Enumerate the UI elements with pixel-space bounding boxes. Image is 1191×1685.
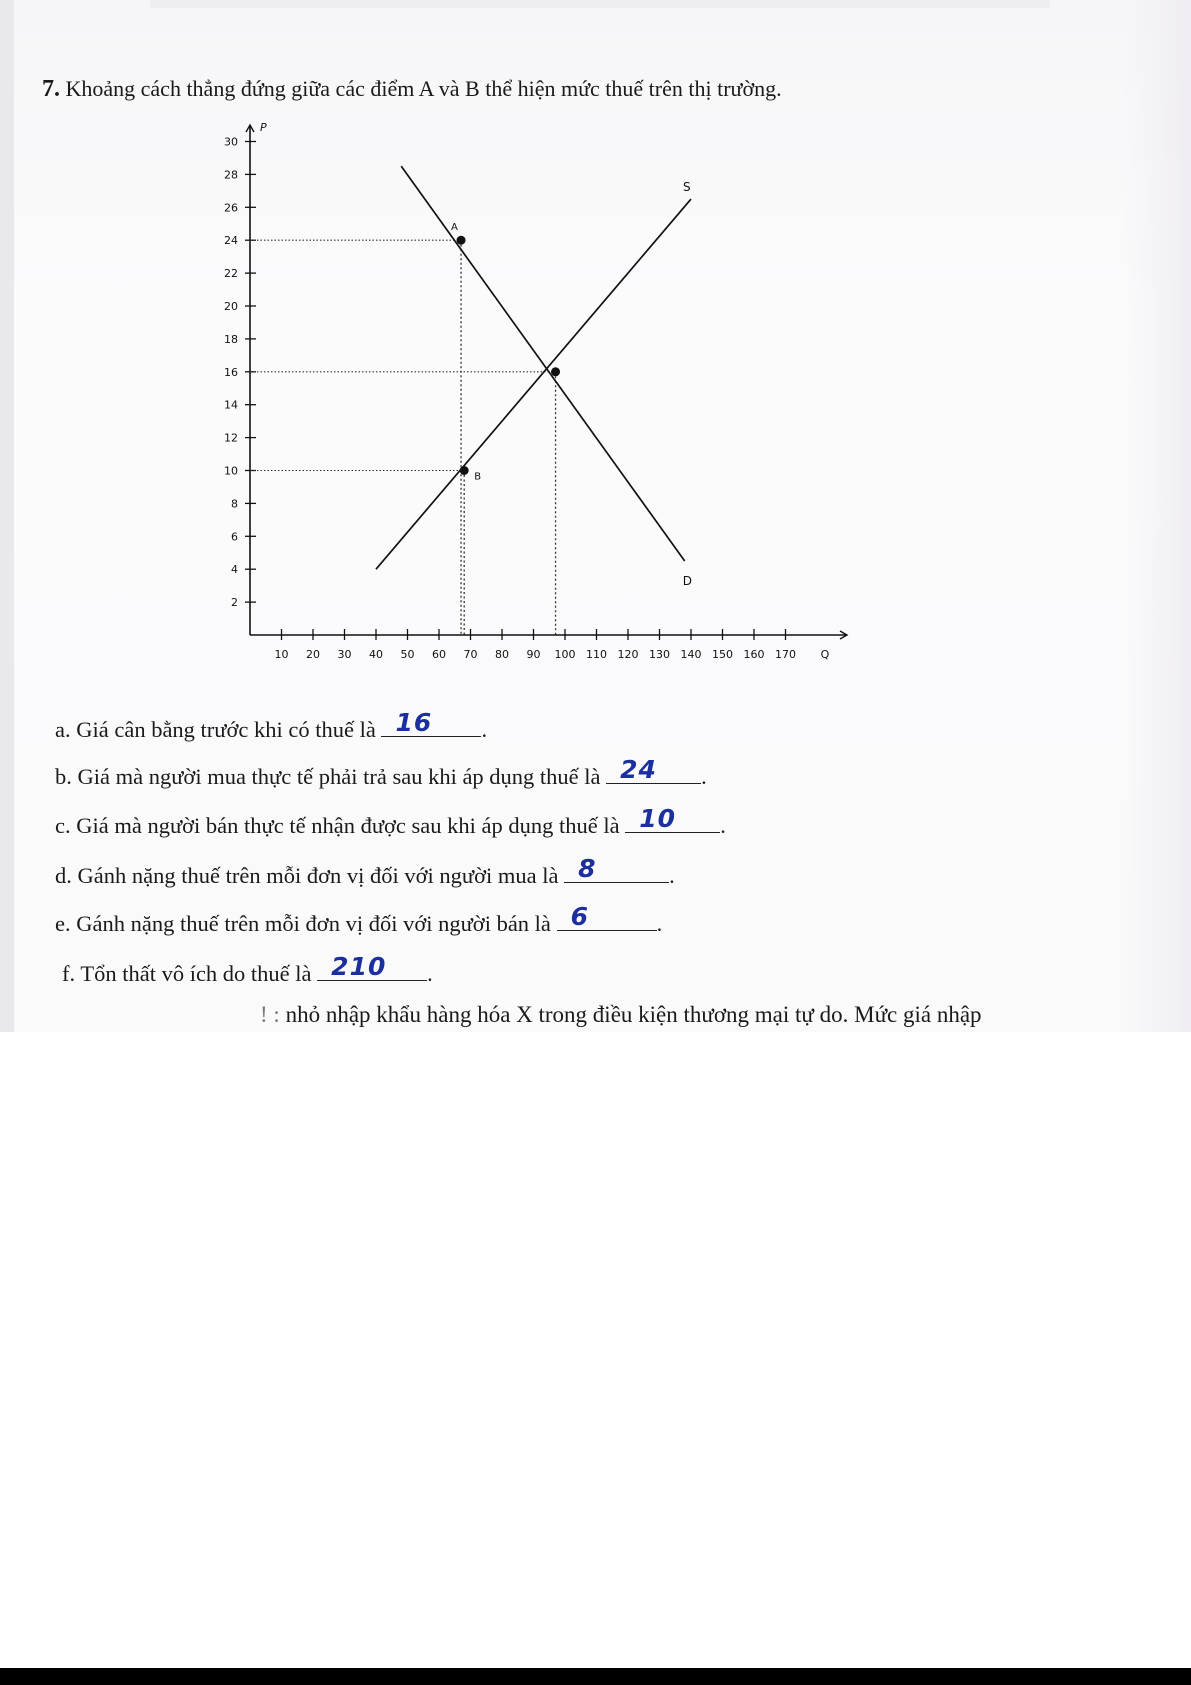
answer-c-blank[interactable]	[625, 804, 720, 833]
answer-a-value: 16	[395, 708, 433, 737]
x-tick-label: 170	[775, 648, 796, 661]
y-axis-label: P	[260, 121, 267, 135]
x-axis-label: Q	[820, 648, 830, 661]
answer-c	[55, 804, 726, 839]
series-line-s	[376, 199, 691, 569]
cut-text-faded: ! :	[260, 1002, 280, 1027]
scan-right-edge	[1121, 0, 1191, 1032]
x-tick-label: 80	[495, 648, 509, 661]
x-tick-label: 160	[743, 648, 765, 661]
answer-a-blank[interactable]	[381, 708, 481, 737]
x-tick-label: 70	[463, 648, 478, 661]
answer-c-end: .	[720, 813, 726, 838]
answer-e	[55, 902, 663, 937]
answer-e-blank[interactable]	[557, 902, 657, 931]
answer-d-label: d. Gánh nặng thuế trên mỗi đơn vị đối với người mua là	[55, 863, 559, 888]
x-tick-label: 20	[306, 648, 320, 661]
answer-e-value: 6	[570, 902, 589, 931]
answer-f-label: f. Tổn thất vô ích do thuế là	[62, 961, 312, 986]
y-tick-label: 10	[224, 464, 238, 478]
answer-f-value: 210	[331, 952, 387, 981]
x-tick-label: 110	[586, 648, 607, 661]
y-tick-label: 18	[224, 332, 238, 346]
answer-f	[62, 952, 433, 987]
x-tick-label: 100	[554, 648, 576, 661]
point-label-a: A	[451, 222, 458, 234]
point-b	[460, 466, 469, 475]
y-tick-label: 12	[224, 431, 238, 445]
x-tick-label: 50	[400, 648, 415, 661]
point-equilibrium	[551, 367, 560, 376]
answer-e-end: .	[656, 911, 663, 936]
y-tick-label: 28	[224, 168, 238, 182]
x-tick-label: 10	[274, 648, 289, 661]
answer-d	[55, 854, 675, 889]
answer-d-value: 8	[578, 854, 597, 883]
chart-svg	[190, 108, 890, 668]
question-number: 7.	[42, 76, 60, 102]
x-tick-label: 130	[649, 648, 670, 661]
x-tick-label: 90	[526, 648, 541, 661]
y-tick-label: 26	[224, 201, 238, 215]
y-tick-label: 2	[231, 596, 238, 610]
y-tick-label: 20	[224, 300, 238, 313]
answer-a-label: a. Giá cân bằng trước khi có thuế là	[55, 717, 376, 742]
y-tick-label: 8	[231, 497, 238, 511]
x-tick-label: 120	[617, 648, 639, 661]
question-text: Khoảng cách thẳng đứng giữa các điểm A và B thể hiện mức thuế trên thị trường.	[65, 76, 782, 101]
next-question-cut-text	[260, 1002, 982, 1028]
supply-demand-chart	[190, 108, 890, 668]
y-tick-label: 30	[224, 135, 238, 149]
y-tick-label: 22	[224, 267, 238, 281]
x-tick-label: 60	[432, 648, 446, 661]
answer-b-blank[interactable]	[606, 755, 701, 784]
answer-a-end: .	[481, 717, 488, 742]
answer-d-end: .	[669, 863, 675, 888]
series-label-d: D	[682, 573, 692, 588]
cut-text-visible: nhỏ nhập khẩu hàng hóa X trong điều kiện thương mại tự do. Mức giá nhập	[285, 1002, 982, 1027]
answer-f-blank[interactable]	[317, 952, 427, 981]
answer-c-label: c. Giá mà người bán thực tế nhận được sau khi áp dụng thuế là	[55, 813, 620, 838]
x-tick-label: 150	[712, 648, 733, 661]
answer-b	[55, 755, 707, 790]
scan-left-edge	[0, 0, 14, 1032]
x-tick-label: 30	[337, 648, 352, 661]
y-tick-label: 24	[224, 234, 238, 248]
y-tick-label: 16	[224, 365, 238, 379]
question-title	[42, 76, 782, 103]
answer-b-label: b. Giá mà người mua thực tế phải trả sau khi áp dụng thuế là	[55, 764, 601, 789]
point-label-b: B	[474, 471, 482, 483]
answer-d-blank[interactable]	[564, 854, 669, 883]
scan-bottom-bar	[0, 1668, 1191, 1685]
answer-a	[55, 708, 488, 743]
series-line-d	[401, 166, 685, 561]
answer-b-value: 24	[620, 755, 657, 784]
point-a	[457, 236, 466, 245]
x-tick-label: 40	[369, 648, 383, 661]
series-label-s: S	[683, 180, 691, 195]
y-tick-label: 14	[224, 398, 238, 412]
x-tick-label: 140	[680, 648, 702, 661]
answer-c-value: 10	[639, 804, 677, 833]
y-tick-label: 4	[231, 563, 238, 577]
answer-f-end: .	[427, 961, 433, 986]
answer-b-end: .	[701, 764, 707, 789]
scan-top-edge	[150, 0, 1050, 8]
y-tick-label: 6	[231, 530, 238, 544]
answer-e-label: e. Gánh nặng thuế trên mỗi đơn vị đối với người bán là	[55, 911, 551, 936]
